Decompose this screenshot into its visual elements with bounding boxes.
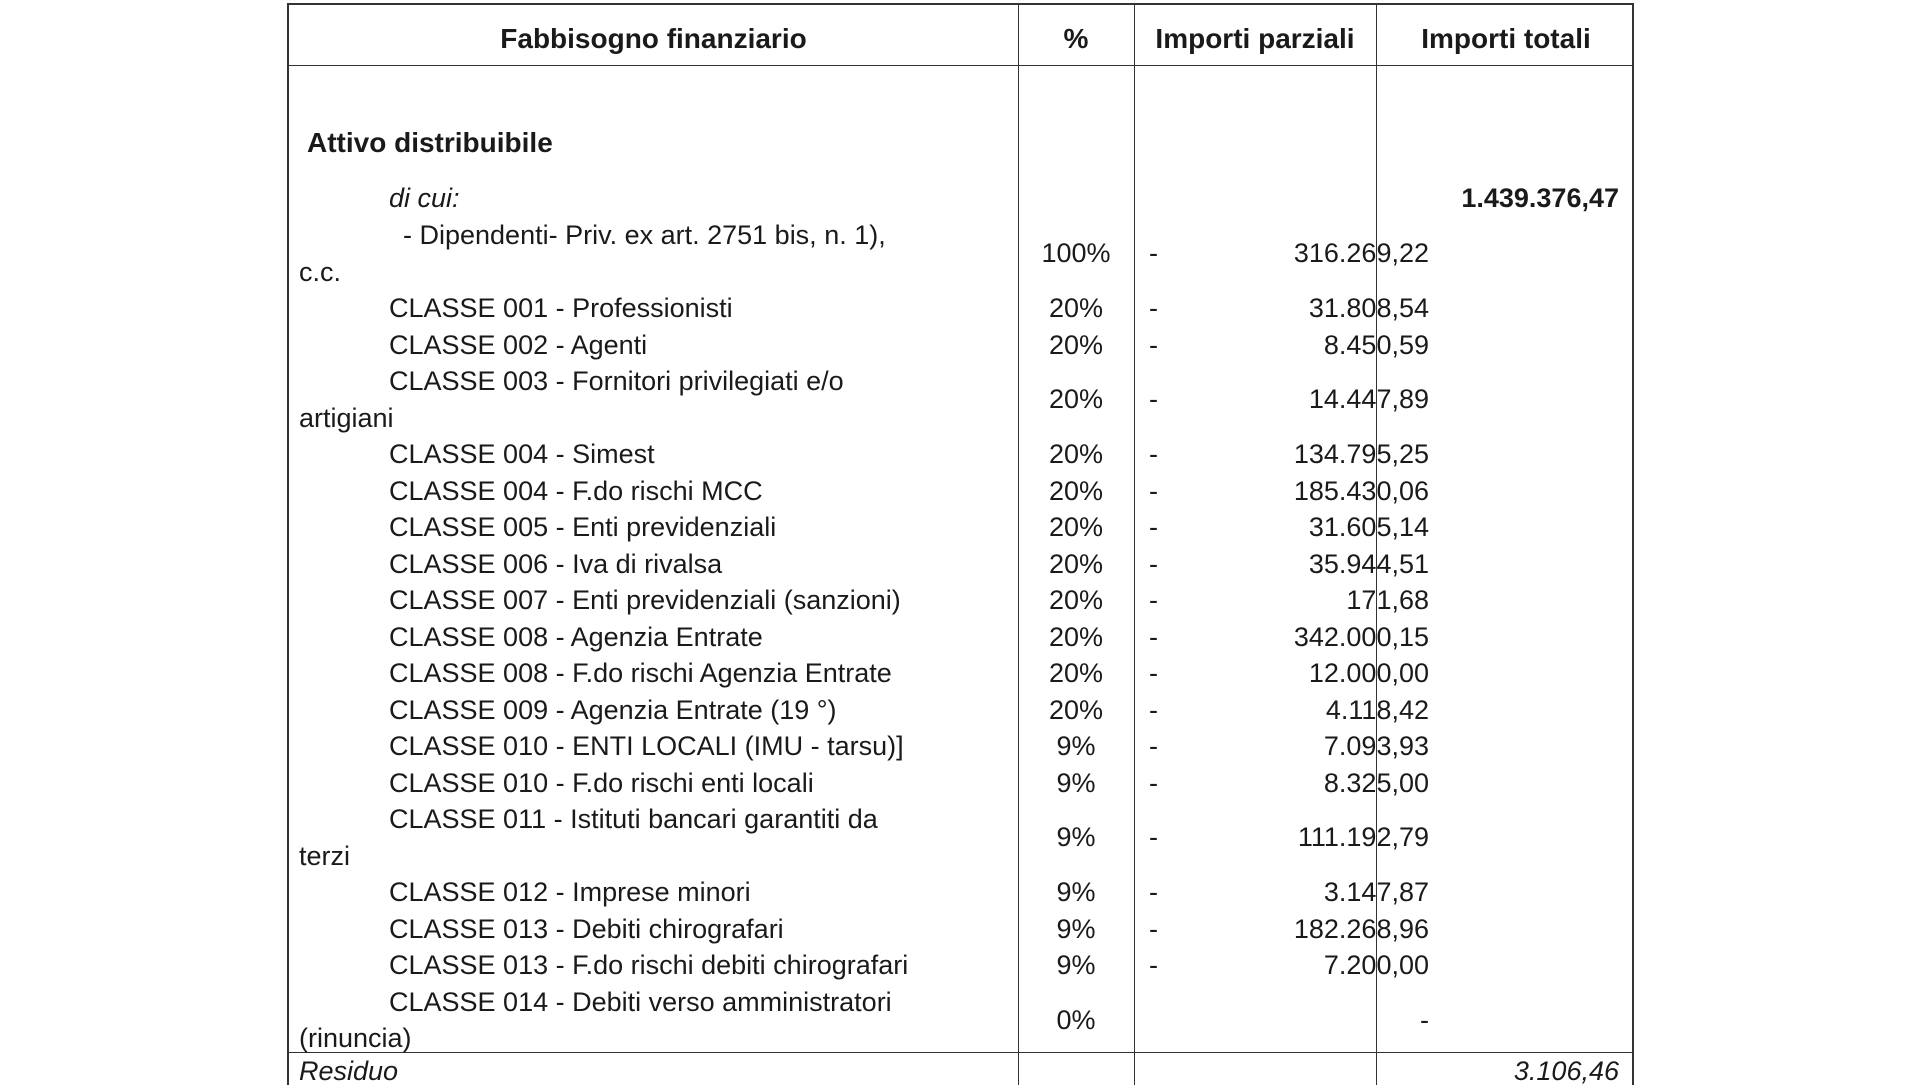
row-label: CLASSE 013 - F.do rischi debiti chirografari: [389, 950, 909, 980]
row-percent: 9%: [1056, 822, 1096, 853]
row-label: CLASSE 013 - Debiti chirografari: [389, 913, 784, 944]
row-percent: 20%: [1048, 585, 1104, 615]
row-percent: 9%: [1056, 950, 1096, 980]
row-dash: -: [1149, 384, 1158, 415]
header-divider: [289, 65, 1632, 66]
row-amount: 316.269,22: [1293, 238, 1429, 269]
residuo-value: 3.106,46: [1513, 1056, 1619, 1086]
row-percent: 20%: [1048, 621, 1104, 652]
row-amount: 134.795,25: [1293, 439, 1429, 469]
total-value: 1.439.376,47: [1461, 183, 1619, 213]
row-label: CLASSE 010 - F.do rischi enti locali: [389, 767, 814, 798]
residuo-label: Residuo: [299, 1056, 399, 1086]
row-percent: 9%: [1056, 731, 1096, 761]
row-label: CLASSE 010 - ENTI LOCALI (IMU - tarsu)]: [389, 731, 904, 761]
row-percent: 0%: [1056, 1004, 1096, 1035]
row-percent: 20%: [1048, 658, 1104, 688]
row-dash: -: [1149, 238, 1158, 269]
section-title: Attivo distribuibile: [307, 127, 553, 158]
row-amount: 182.268,96: [1293, 913, 1429, 944]
row-dash: -: [1149, 548, 1158, 579]
row-dash: -: [1149, 293, 1158, 323]
financial-table: [287, 3, 1634, 1085]
row-dash: -: [1149, 767, 1158, 798]
row-amount: 3.147,87: [1323, 877, 1429, 907]
row-amount: -: [1420, 1004, 1429, 1035]
row-label: CLASSE 004 - Simest: [389, 439, 655, 469]
row-label-continued: c.c.: [299, 256, 342, 287]
row-label: - Dipendenti- Priv. ex art. 2751 bis, n. 1),: [403, 220, 886, 250]
row-label: CLASSE 008 - Agenzia Entrate: [389, 621, 763, 652]
header-total: Importi totali: [1421, 23, 1591, 54]
row-label: CLASSE 001 - Professionisti: [389, 293, 733, 323]
row-dash: -: [1149, 439, 1158, 469]
row-amount: 185.430,06: [1293, 475, 1429, 506]
row-amount: 171,68: [1346, 585, 1429, 615]
row-dash: -: [1149, 877, 1158, 907]
row-label: CLASSE 003 - Fornitori privilegiati e/o: [389, 366, 844, 396]
row-percent: 20%: [1048, 293, 1104, 323]
row-label: CLASSE 012 - Imprese minori: [389, 877, 751, 907]
row-label-continued: (rinuncia): [299, 1023, 412, 1053]
row-amount: 8.325,00: [1323, 767, 1429, 798]
row-percent: 100%: [1041, 238, 1111, 269]
row-dash: -: [1149, 694, 1158, 725]
row-dash: -: [1149, 475, 1158, 506]
row-percent: 20%: [1048, 384, 1104, 415]
row-label: CLASSE 007 - Enti previdenziali (sanzioni): [389, 585, 901, 615]
row-dash: -: [1149, 913, 1158, 944]
row-amount: 12.000,00: [1308, 658, 1429, 688]
row-label: CLASSE 011 - Istituti bancari garantiti da: [389, 804, 878, 834]
row-label-continued: terzi: [299, 840, 351, 871]
row-amount: 4.118,42: [1325, 694, 1429, 725]
row-dash: -: [1149, 621, 1158, 652]
row-percent: 20%: [1048, 439, 1104, 469]
row-amount: 8.450,59: [1323, 329, 1429, 360]
row-dash: -: [1149, 658, 1158, 688]
row-amount: 35.944,51: [1308, 548, 1429, 579]
row-dash: -: [1149, 950, 1158, 980]
row-dash: -: [1149, 585, 1158, 615]
row-label: CLASSE 006 - Iva di rivalsa: [389, 548, 723, 579]
row-label: CLASSE 009 - Agenzia Entrate (19 °): [389, 694, 837, 725]
row-percent: 20%: [1048, 475, 1104, 506]
row-percent: 9%: [1056, 877, 1096, 907]
row-amount: 14.447,89: [1308, 384, 1429, 415]
row-label: CLASSE 008 - F.do rischi Agenzia Entrate: [389, 658, 892, 688]
row-label-continued: artigiani: [299, 402, 394, 433]
header-description: Fabbisogno finanziario: [500, 23, 807, 54]
column-divider: [1134, 5, 1135, 1085]
row-amount: 342.000,15: [1293, 621, 1429, 652]
header-percent: %: [1063, 23, 1089, 54]
row-label: CLASSE 004 - F.do rischi MCC: [389, 475, 763, 506]
row-percent: 20%: [1048, 548, 1104, 579]
row-amount: 7.200,00: [1323, 950, 1429, 980]
row-label: CLASSE 005 - Enti previdenziali: [389, 512, 777, 542]
row-label: CLASSE 014 - Debiti verso amministratori: [389, 986, 892, 1017]
row-percent: 20%: [1048, 329, 1104, 360]
row-dash: -: [1149, 512, 1158, 542]
row-amount: 111.192,79: [1297, 822, 1429, 853]
row-dash: -: [1149, 329, 1158, 360]
row-dash: -: [1149, 731, 1158, 761]
row-amount: 7.093,93: [1323, 731, 1429, 761]
row-percent: 9%: [1056, 913, 1096, 944]
row-label: CLASSE 002 - Agenti: [389, 329, 648, 360]
row-percent: 9%: [1056, 767, 1096, 798]
header-partial: Importi parziali: [1155, 23, 1355, 54]
row-percent: 20%: [1048, 512, 1104, 542]
di-cui-label: di cui:: [389, 183, 460, 213]
row-amount: 31.605,14: [1308, 512, 1429, 542]
row-percent: 20%: [1048, 694, 1104, 725]
row-dash: -: [1149, 822, 1158, 853]
row-amount: 31.808,54: [1308, 293, 1429, 323]
